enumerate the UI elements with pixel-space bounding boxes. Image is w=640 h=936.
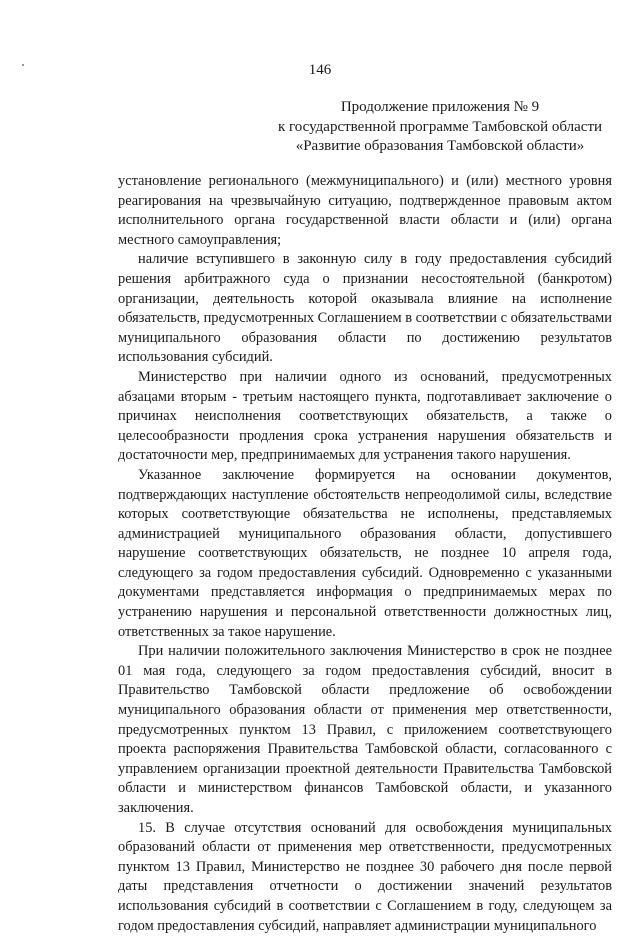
paragraph: При наличии положительного заключения Министерство в срок не позднее 01 мая года, следующего за годом предоставления субсидий, вносит в Правительство Тамбовской области предложение об освобождении муниципального образования области от применения мер ответственности, предусмотренных пунктом 13 Правил, с приложением соответствующего проекта распоряжения Правительства Тамбовской области, согласованного с управлением организации проектной деятельности Правительства Тамбовской области и министерством финансов Тамбовской области, и указанного заключения. [118, 643, 612, 816]
paragraph: Указанное заключение формируется на основании документов, подтверждающих наступление обстоятельств непреодолимой силы, вследствие которых соответствующие обязательства не исполнены, представляемых администрацией муниципального образования области, допустившего нарушение соответствующих обязательств, не позднее 10 апреля года, следующего за годом предоставления субсидий. Одновременно с указанными документами представляется информация о предпринимаемых мерах по устранению нарушения и персональной ответственности должностных лиц, ответственных за такое нарушение. [118, 466, 612, 640]
paragraph: Министерство при наличии одного из оснований, предусмотренных абзацами вторым - третьим настоящего пункта, подготавливает заключение о причинах неисполнения соответствующих обязательств, а также о целесообразности продления срока устранения нарушения обязательств и достаточности мер, предпринимаемых для устранения такого нарушения. [118, 368, 612, 464]
appendix-header [250, 98, 630, 157]
paragraph: установление регионального (межмуниципального) и (или) местного уровня реагирования на чрезвычайную ситуацию, подтвержденное правовым актом исполнительного органа государственной власти области и (или) органа местного самоуправления; [118, 173, 612, 248]
header-line-1: Продолжение приложения № 9 [340, 99, 540, 115]
header-line-2: к государственной программе Тамбовской области [277, 118, 603, 135]
body-text [118, 172, 612, 936]
header-line-3: «Развитие образования Тамбовской области» [295, 138, 585, 154]
paragraph: наличие вступившего в законную силу в году предоставления субсидий решения арбитражного суда о признании несостоятельной (банкротом) организации, деятельность которой оказывала влияние на исполнение обязательств, предусмотренных Соглашением в соответствии с обязательствами муниципального образования области по достижению результатов использования субсидий. [118, 251, 612, 366]
paragraph: 15. В случае отсутствия оснований для освобождения муниципальных образований области от применения мер ответственности, предусмотренных пунктом 13 Правил, Министерство не позднее 30 рабочего дня после первой даты представления отчетности о достижении значений результатов использования субсидий в соответствии с Соглашением в году, следующем за годом предоставления субсидий, направляет администрации муниципального [118, 819, 612, 934]
page-number: 146 [308, 62, 332, 78]
